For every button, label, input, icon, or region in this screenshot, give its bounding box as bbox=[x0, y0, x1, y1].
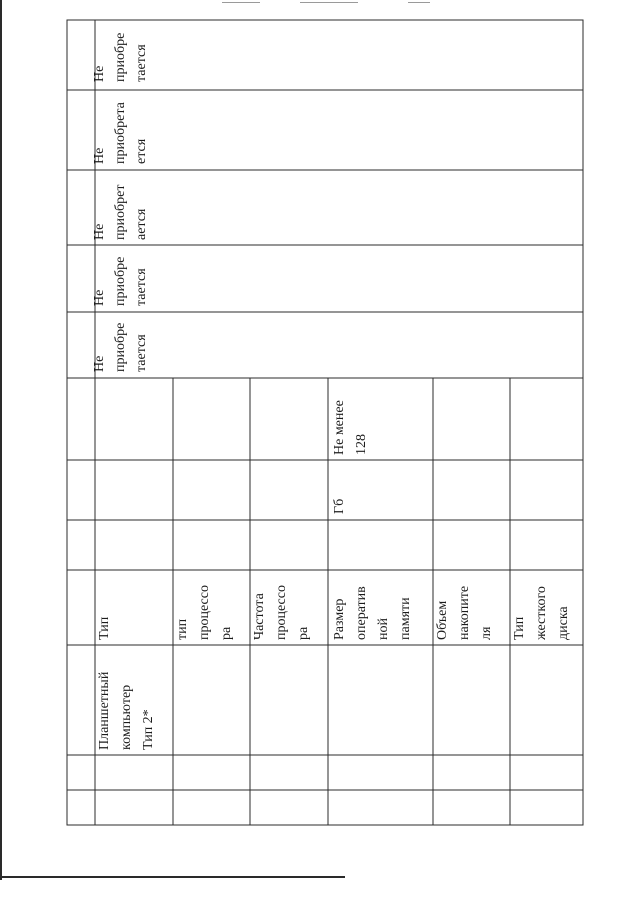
table-text bbox=[92, 29, 571, 750]
param-disk-type: Тип жесткого диска bbox=[512, 586, 571, 640]
unit-ram: Гб bbox=[332, 498, 347, 514]
purchase-cell-3: Не приобрет ается bbox=[92, 184, 149, 240]
param-type: Тип bbox=[97, 616, 112, 640]
purchase-cell-4: Не приобрета ется bbox=[92, 102, 149, 164]
param-storage-volume: Объем накопите ля bbox=[435, 585, 494, 640]
item-name: Планшетный компьютер Тип 2* bbox=[97, 671, 156, 750]
purchase-cell-1: Не приобре тается bbox=[92, 322, 149, 372]
param-ram-size: Размер оператив ной памяти bbox=[332, 586, 413, 640]
purchase-cell-5: Не приобре тается bbox=[92, 32, 149, 82]
param-processor-frequency: Частота процессо ра bbox=[252, 585, 311, 640]
param-processor-type: тип процессо ра bbox=[175, 585, 234, 640]
purchase-cell-2: Не приобре тается bbox=[92, 256, 149, 306]
value-ram: Не менее 128 bbox=[332, 400, 369, 455]
